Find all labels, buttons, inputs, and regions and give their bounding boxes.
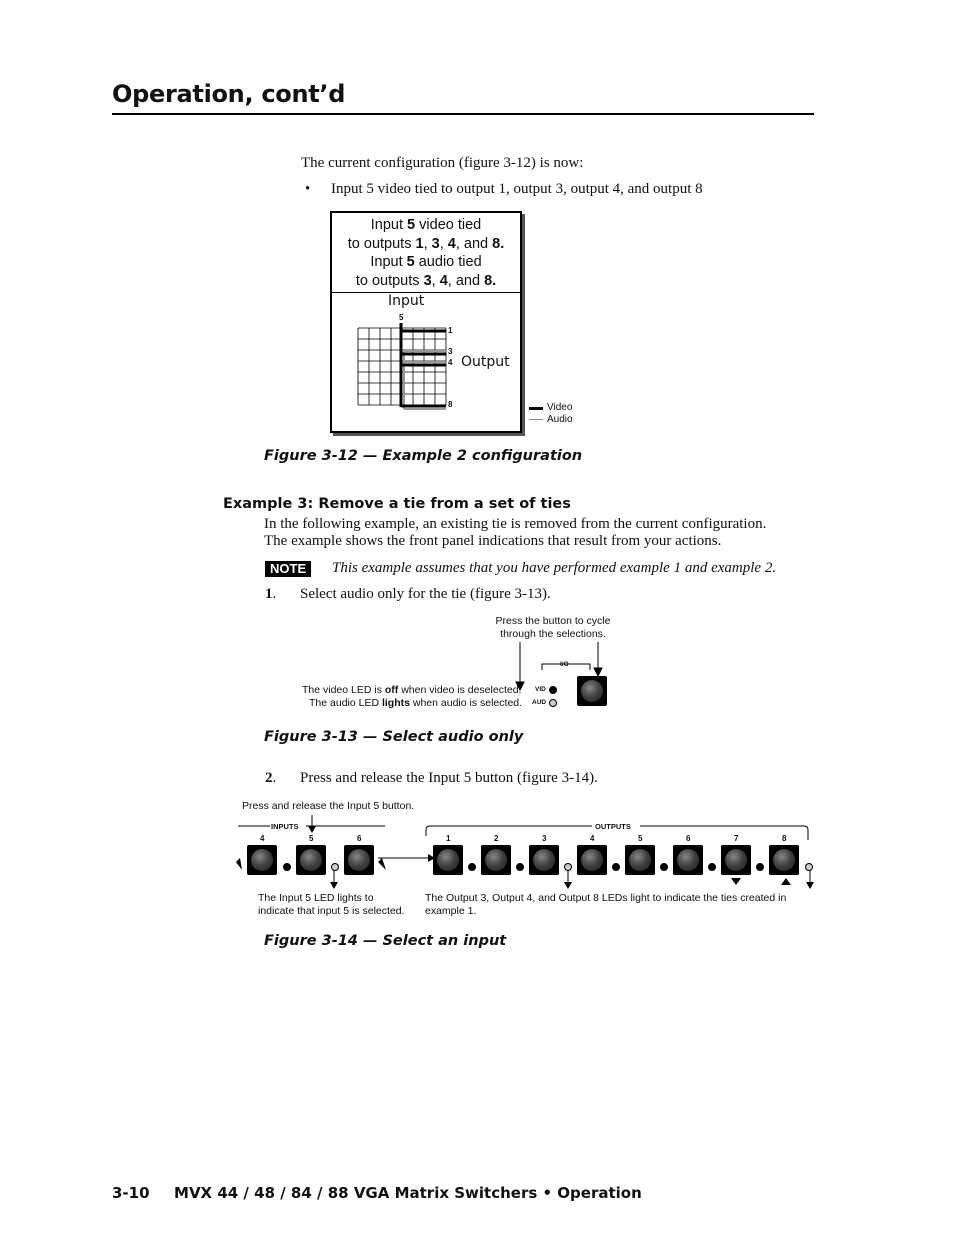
legend-audio-label: Audio bbox=[547, 414, 573, 425]
footer-title: MVX 44 / 48 / 84 / 88 VGA Matrix Switchers • Operation bbox=[174, 1184, 642, 1202]
figure-3-14-caption: Figure 3-14 — Select an input bbox=[264, 933, 507, 949]
tie-grid bbox=[332, 213, 520, 431]
bullet-text: Input 5 video tied to output 1, output 3, output 4, and output 8 bbox=[331, 181, 703, 197]
aud-led bbox=[549, 699, 557, 707]
input-6-button[interactable] bbox=[344, 845, 374, 875]
config-description: Input 5 video tied to outputs 1, 3, 4, and 8. Input 5 audio tied to outputs 3, 4, and 8. bbox=[347, 217, 505, 289]
inputs-label: INPUTS bbox=[271, 822, 299, 831]
output-number: 2 bbox=[494, 834, 499, 843]
output-number: 4 bbox=[590, 834, 595, 843]
legend-video-swatch bbox=[529, 407, 543, 410]
page-title: Operation, cont’d bbox=[112, 80, 346, 108]
output-7-button[interactable] bbox=[721, 845, 751, 875]
example3-heading: Example 3: Remove a tie from a set of ties bbox=[223, 496, 571, 512]
output-8-led bbox=[805, 863, 813, 871]
output-6-button[interactable] bbox=[673, 845, 703, 875]
output-6-led bbox=[708, 863, 716, 871]
figure-3-13-caption: Figure 3-13 — Select audio only bbox=[264, 729, 524, 745]
vid-led bbox=[549, 686, 557, 694]
output-5-led bbox=[660, 863, 668, 871]
input-5-button[interactable] bbox=[296, 845, 326, 875]
output-number-1: 1 bbox=[448, 326, 453, 335]
output-8-button[interactable] bbox=[769, 845, 799, 875]
config-box bbox=[330, 211, 522, 433]
output-2-button[interactable] bbox=[481, 845, 511, 875]
note-badge: NOTE bbox=[265, 561, 311, 577]
input-number: 5 bbox=[309, 834, 314, 843]
input-4-button[interactable] bbox=[247, 845, 277, 875]
vid-label: VID bbox=[535, 686, 546, 693]
output-number-4: 4 bbox=[448, 358, 453, 367]
output-number: 5 bbox=[638, 834, 643, 843]
output-number-3: 3 bbox=[448, 347, 453, 356]
header-rule bbox=[112, 113, 814, 115]
input-number: 6 bbox=[357, 834, 362, 843]
output-7-led bbox=[756, 863, 764, 871]
output-1-led bbox=[468, 863, 476, 871]
input-4-led bbox=[283, 863, 291, 871]
note-text: This example assumes that you have performed example 1 and example 2. bbox=[332, 560, 777, 576]
vid-led-note: The video LED is off when video is deselected. bbox=[302, 684, 522, 696]
input-led-note: The Input 5 LED lights to indicate that input 5 is selected. bbox=[258, 892, 405, 917]
footer bbox=[112, 1184, 642, 1202]
page-number: 3-10 bbox=[112, 1184, 150, 1202]
input-label: Input bbox=[388, 293, 425, 309]
example3-para-line2: The example shows the front panel indications that result from your actions. bbox=[264, 533, 722, 549]
outputs-label: OUTPUTS bbox=[595, 822, 631, 831]
output-number: 7 bbox=[734, 834, 739, 843]
output-4-button[interactable] bbox=[577, 845, 607, 875]
output-3-button[interactable] bbox=[529, 845, 559, 875]
output-number: 8 bbox=[782, 834, 787, 843]
input-number-5: 5 bbox=[399, 313, 404, 322]
output-number: 6 bbox=[686, 834, 691, 843]
example3-para-line1: In the following example, an existing tie is removed from the current configuration. bbox=[264, 516, 767, 532]
output-5-button[interactable] bbox=[625, 845, 655, 875]
press-input5-label: Press and release the Input 5 button. bbox=[242, 800, 415, 812]
output-number: 1 bbox=[446, 834, 451, 843]
output-number-8: 8 bbox=[448, 400, 453, 409]
bullet-mark: • bbox=[305, 181, 311, 197]
legend-audio-swatch bbox=[529, 419, 543, 420]
output-1-button[interactable] bbox=[433, 845, 463, 875]
step2-text: Press and release the Input 5 button (figure 3-14). bbox=[300, 770, 598, 786]
figure-3-12-caption: Figure 3-12 — Example 2 configuration bbox=[264, 448, 583, 464]
output-led-note: The Output 3, Output 4, and Output 8 LEDs light to indicate the ties created in example 1. bbox=[425, 892, 787, 917]
step1-text: Select audio only for the tie (figure 3-13). bbox=[300, 586, 551, 602]
input-number: 4 bbox=[260, 834, 265, 843]
press-instruction: Press the button to cycle through the selections. bbox=[495, 615, 611, 640]
output-2-led bbox=[516, 863, 524, 871]
output-3-led bbox=[564, 863, 572, 871]
legend-video-label: Video bbox=[547, 402, 573, 413]
aud-label: AUD bbox=[532, 699, 547, 706]
input-5-led bbox=[331, 863, 339, 871]
step2-num: 2. bbox=[265, 770, 277, 786]
step1-num: 1. bbox=[265, 586, 277, 602]
io-button[interactable] bbox=[577, 676, 607, 706]
output-4-led bbox=[612, 863, 620, 871]
io-label: I/O bbox=[560, 661, 569, 668]
output-label: Output bbox=[461, 354, 510, 370]
aud-led-note: The audio LED lights when audio is selected. bbox=[309, 697, 523, 709]
intro-text: The current configuration (figure 3-12) is now: bbox=[301, 155, 584, 171]
output-number: 3 bbox=[542, 834, 547, 843]
